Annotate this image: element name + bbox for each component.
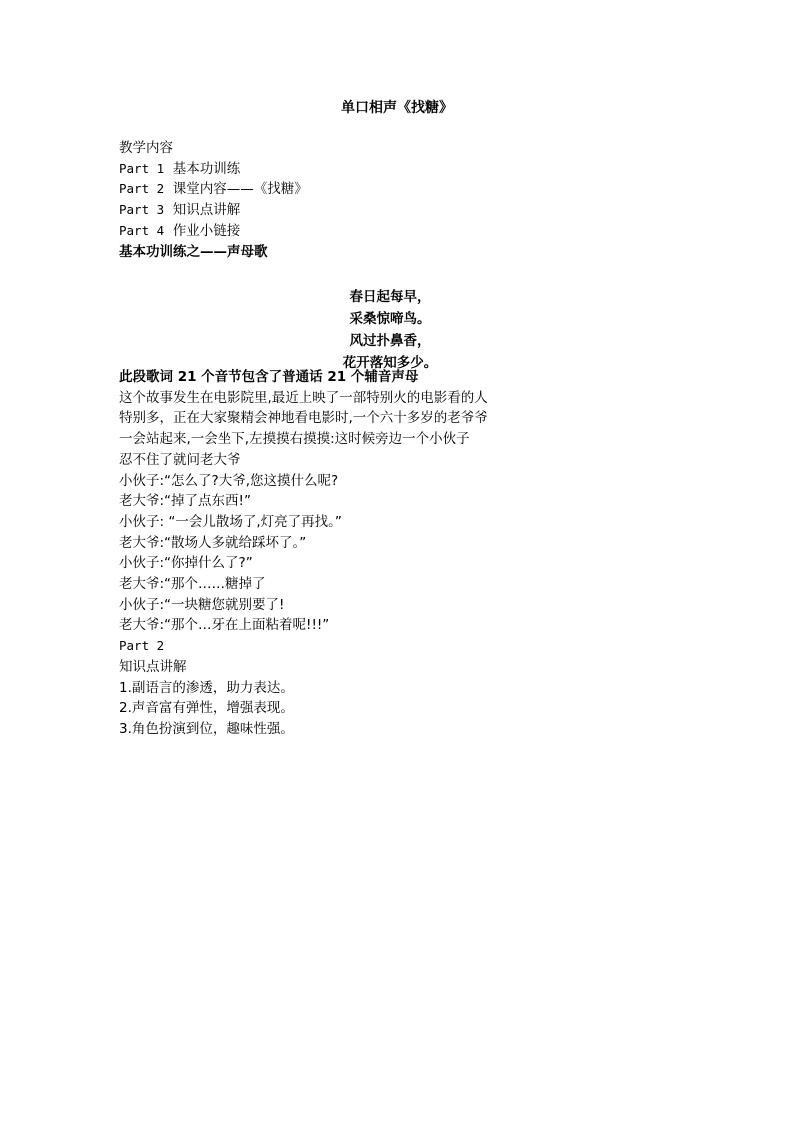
part-text: 课堂内容——《找糖》 (172, 181, 308, 198)
poem-line: 风过扑鼻香， (349, 333, 431, 349)
document-title: 单口相声《找糖》 (341, 100, 453, 116)
story-line: 忍不住了就问老大爷 (119, 451, 241, 468)
poem-line: 春日起每早， (349, 289, 431, 305)
part-text: 作业小链接 (172, 222, 241, 239)
part-label: Part 2 (119, 181, 165, 197)
dialogue-line: 老大爷:“散场人多就给踩坏了。” (119, 534, 307, 551)
poem-line: 采桑惊啼鸟。 (349, 311, 431, 327)
story-line: 这个故事发生在电影院里,最近上映了一部特别火的电影看的人 (119, 389, 488, 406)
contents-heading: 教学内容 (119, 140, 173, 156)
section-heading: 基本功训练之——声母歌 (119, 243, 268, 260)
part-label: Part 4 (119, 222, 165, 238)
story-section (119, 367, 679, 740)
poem-line: 花开落知多少。 (342, 355, 438, 371)
dialogue-line: 小伙子: “一会儿散场了,灯亮了再找。” (119, 513, 342, 530)
dialogue-line: 老大爷:“掉了点东西!” (119, 493, 251, 510)
part2-label: Part 2 (119, 638, 165, 654)
part-label: Part 1 (119, 160, 165, 176)
contents-item (119, 179, 639, 200)
contents-item (119, 200, 639, 221)
contents-item (119, 221, 639, 242)
knowledge-point: 1.副语言的渗透，助力表达。 (119, 679, 294, 696)
dialogue-line: 小伙子:“一块糖您就别要了! (119, 596, 285, 613)
knowledge-point: 2.声音富有弹性，增强表现。 (119, 700, 294, 717)
part-text: 基本功训练 (172, 160, 241, 177)
part-text: 知识点讲解 (172, 202, 241, 219)
dialogue-line: 小伙子:“你掉什么了?” (119, 555, 253, 572)
contents-item (119, 159, 639, 180)
story-line: 一会站起来,一会坐下,左摸摸右摸摸:这时候旁边一个小伙子 (119, 431, 470, 448)
dialogue-line: 小伙子:“怎么了?大爷,您这摸什么呢? (119, 472, 339, 489)
knowledge-point: 3.角色扮演到位，趣味性强。 (119, 720, 294, 737)
part-label: Part 3 (119, 202, 165, 218)
dialogue-line: 老大爷:“那个……糖掉了 (119, 576, 266, 593)
poem (310, 286, 470, 374)
dialogue-line: 老大爷:“那个…牙在上面粘着呢!!!” (119, 617, 330, 634)
knowledge-heading: 知识点讲解 (119, 658, 187, 675)
contents-section (119, 138, 639, 262)
story-line: 特别多，正在大家聚精会神地看电影时,一个六十多岁的老爷爷 (119, 410, 488, 427)
poem-note: 此段歌词 21 个音节包含了普通话 21 个辅音声母 (119, 369, 419, 385)
